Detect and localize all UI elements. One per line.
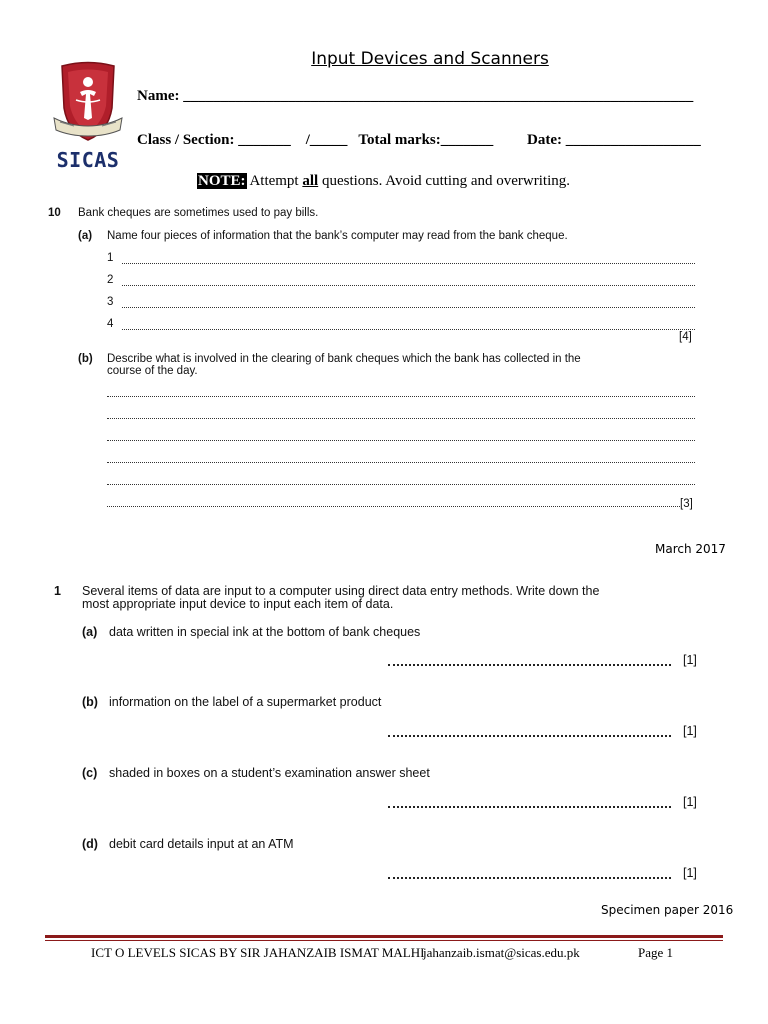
class-section-row: Class / Section: _______ /_____ Total marks:_______ Date: __________________ (137, 132, 701, 148)
part-text: debit card details input at an ATM (109, 837, 294, 851)
marks-label: [4] (679, 331, 692, 343)
question-stem: Bank cheques are sometimes used to pay bills. (78, 207, 319, 219)
page-number: Page 1 (638, 945, 674, 960)
answer-line[interactable] (107, 396, 695, 397)
answer-line[interactable] (107, 484, 695, 485)
part-label: (a) (78, 230, 93, 242)
part-text: Describe what is involved in the clearing of bank cheques which the bank has collected in the (107, 353, 581, 365)
page-title: Input Devices and Scanners (311, 49, 549, 69)
footer-email[interactable]: jahanzaib.ismat@sicas.edu.pk (423, 945, 580, 960)
part-label: (a) (82, 625, 98, 639)
marks-label: [3] (680, 498, 693, 510)
answer-line[interactable] (122, 263, 695, 264)
part-label: (b) (82, 695, 98, 709)
footer-author: ICT O LEVELS SICAS BY SIR JAHANZAIB ISMAT MALHI (91, 945, 425, 960)
marks-label: [1] (683, 724, 697, 738)
question-stem: Several items of data are input to a computer using direct data entry methods. Write down the (82, 584, 600, 598)
answer-line[interactable] (107, 418, 695, 419)
marks-label: [1] (683, 866, 697, 880)
footer-rule-thin (45, 940, 723, 941)
question-number: 1 (54, 584, 61, 598)
note-text-after: questions. Avoid cutting and overwriting. (318, 173, 570, 189)
question-stem-continued: most appropriate input device to input each item of data. (82, 597, 394, 611)
answer-line[interactable] (107, 462, 695, 463)
note-text-before: Attempt (246, 173, 303, 189)
list-item-number: 1 (107, 252, 114, 264)
part-text: information on the label of a supermarket product (109, 695, 382, 709)
part-label: (c) (82, 766, 98, 780)
answer-line[interactable] (388, 664, 671, 666)
part-label: (b) (78, 353, 93, 365)
part-text: data written in special ink at the bottom of bank cheques (109, 625, 421, 639)
source-label: Specimen paper 2016 (601, 903, 734, 917)
list-item-number: 4 (107, 318, 114, 330)
answer-line[interactable] (388, 735, 671, 737)
answer-line[interactable] (107, 440, 695, 441)
part-text: shaded in boxes on a student’s examination answer sheet (109, 766, 430, 780)
school-logo (50, 60, 126, 172)
footer-rule (45, 935, 723, 938)
marks-label: [1] (683, 795, 697, 809)
list-item-number: 2 (107, 274, 114, 286)
answer-line[interactable] (122, 329, 695, 330)
logo-text: SICAS (56, 148, 120, 172)
answer-line[interactable] (122, 285, 695, 286)
note-line (197, 173, 570, 190)
note-emphasis: all (302, 173, 319, 189)
marks-label: [1] (683, 653, 697, 667)
part-text-continued: course of the day. (107, 365, 198, 377)
part-text: Name four pieces of information that the bank’s computer may read from the bank cheque. (107, 230, 568, 242)
question-number: 10 (48, 207, 61, 219)
source-label: March 2017 (655, 542, 726, 556)
list-item-number: 3 (107, 296, 114, 308)
answer-line[interactable] (122, 307, 695, 308)
name-field: Name: ____________________________________________________________________ (137, 88, 694, 104)
answer-line[interactable] (388, 806, 671, 808)
note-tag: NOTE: (198, 173, 246, 189)
part-label: (d) (82, 837, 98, 851)
answer-line[interactable] (107, 506, 680, 507)
answer-line[interactable] (388, 877, 671, 879)
